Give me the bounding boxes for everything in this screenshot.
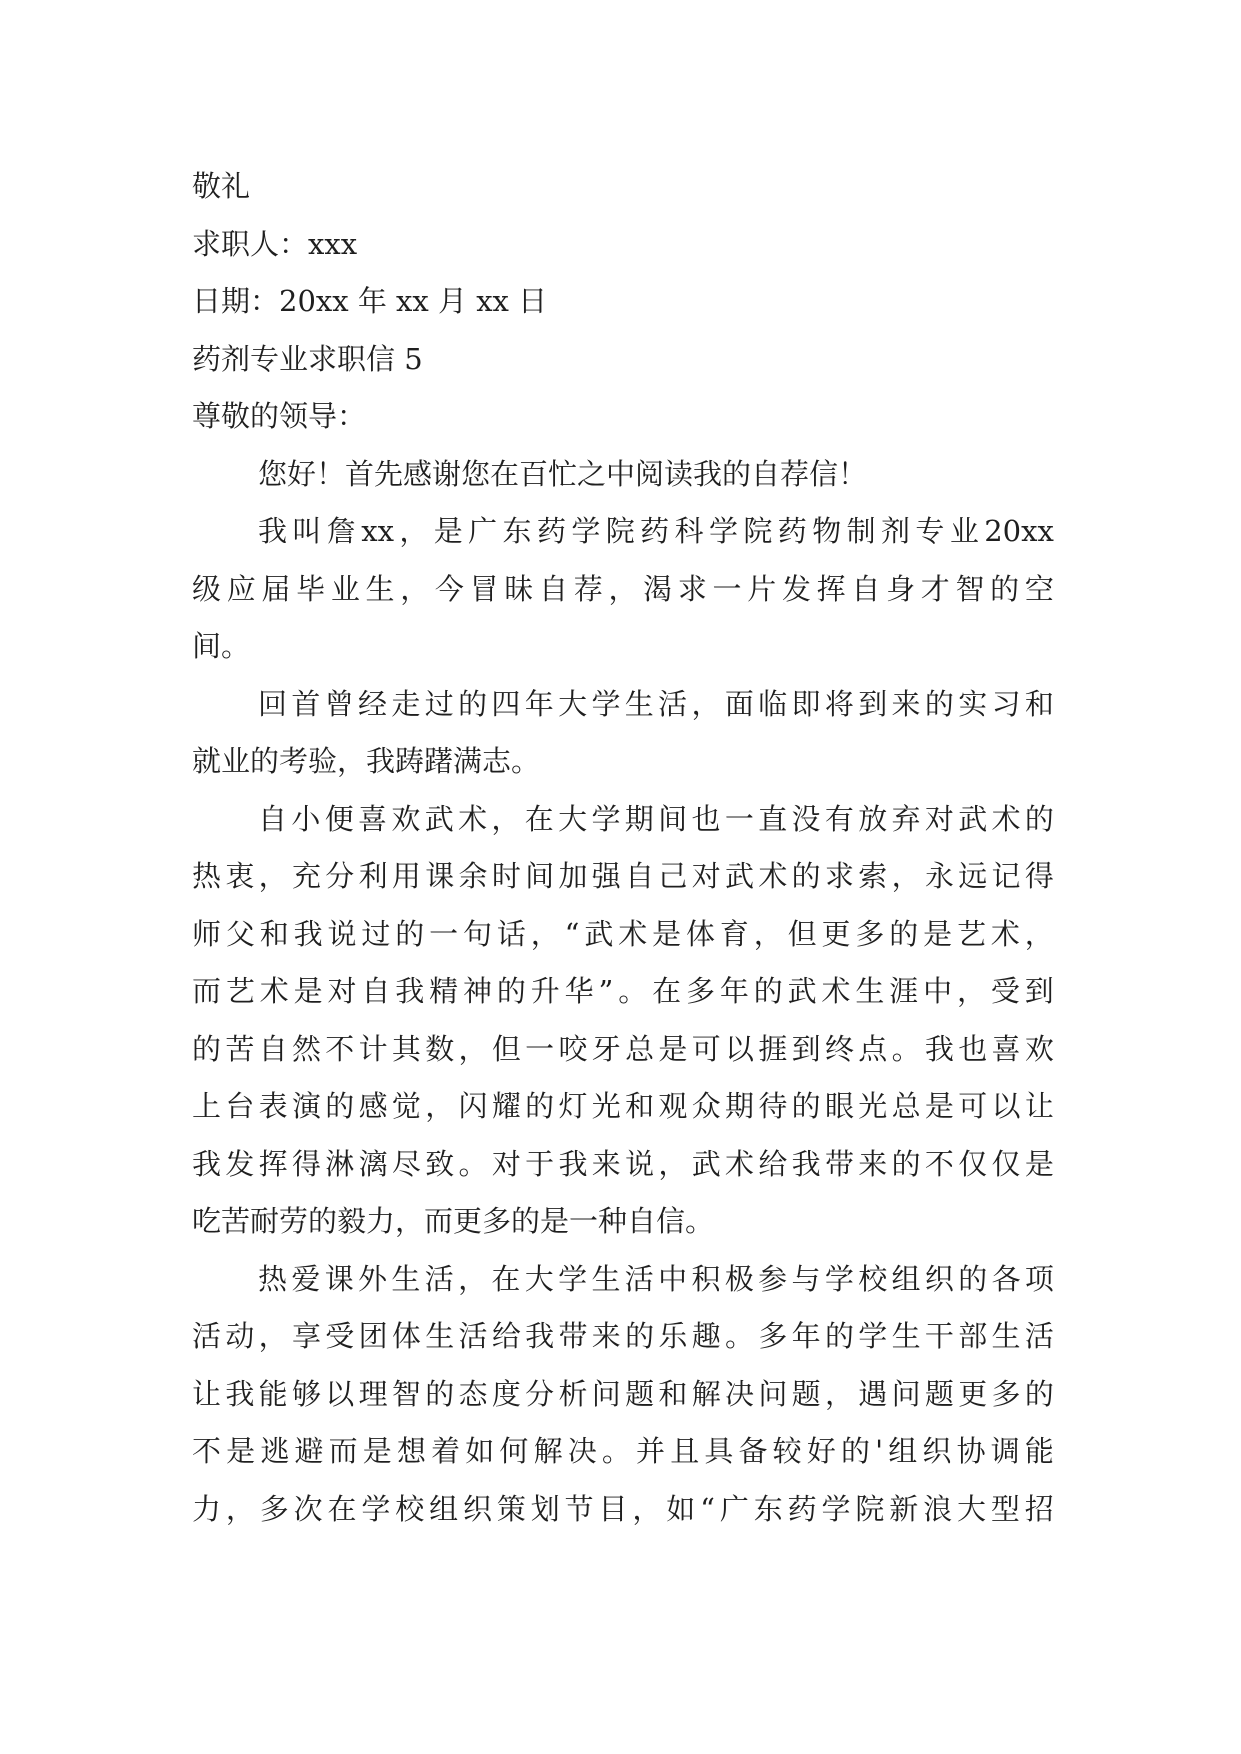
paragraph-line: 上 台 表 演 的 感 觉 ， 闪 耀 的 灯 光 和 观 众 期 待 的 眼 光 总 是 可 以 让 xyxy=(192,1089,1054,1123)
paragraph-line: 自 小 便 喜 欢 武 术 ， 在 大 学 期 间 也 一 直 没 有 放 弃 对 武 术 的 xyxy=(258,801,1054,836)
paragraph-line: 回 首 曾 经 走 过 的 四 年 大 学 生 活 ， 面 临 即 将 到 来 的 实 习 和 xyxy=(258,686,1054,721)
paragraph-line: 我 叫 詹 xx ， 是 广 东 药 学 院 药 科 学 院 药 物 制 剂 专 业 20xx xyxy=(258,514,1054,548)
paragraph xyxy=(192,503,1072,676)
applicant-line: 求职人：xxx xyxy=(192,226,358,261)
paragraph xyxy=(192,1251,1072,1539)
paragraph-line: 力 ， 多 次 在 学 校 组 织 策 划 节 目 ， 如 “ 广 东 药 学 院 新 浪 大 型 招 xyxy=(192,1491,1054,1526)
date-line: 日期：20xx 年 xx 月 xx 日 xyxy=(192,284,548,318)
paragraph-line: 级 应 届 毕 业 生 ， 今 冒 昧 自 荐 ， 渴 求 一 片 发 挥 自 身 才 智 的 空 xyxy=(192,571,1054,606)
paragraph-line: 我 发 挥 得 淋 漓 尽 致 。 对 于 我 来 说 ， 武 术 给 我 带 来 的 不 仅 仅 是 xyxy=(192,1146,1054,1181)
paragraph-line: 让 我 能 够 以 理 智 的 态 度 分 析 问 题 和 解 决 问 题 ， 遇 问 题 更 多 的 xyxy=(192,1376,1054,1411)
paragraph-line: 师 父 和 我 说 过 的 一 句 话 ， “ 武 术 是 体 育 ， 但 更 多 的 是 艺 术 ， xyxy=(192,916,1054,951)
letter-body xyxy=(192,158,1072,1538)
paragraph-line: 吃苦耐劳的毅力，而更多的是一种自信。 xyxy=(192,1204,715,1238)
paragraph-line: 间。 xyxy=(192,629,251,663)
paragraphs xyxy=(192,446,1072,1539)
closing-line: 敬礼 xyxy=(192,169,251,203)
paragraph-line: 热 爱 课 外 生 活 ， 在 大 学 生 活 中 积 极 参 与 学 校 组 织 的 各 项 xyxy=(258,1261,1054,1296)
paragraph-line: 的 苦 自 然 不 计 其 数 ， 但 一 咬 牙 总 是 可 以 捱 到 终 点 。 我 也 喜 欢 xyxy=(192,1031,1054,1066)
paragraph-line: 不 是 逃 避 而 是 想 着 如 何 解 决 。 并 且 具 备 较 好 的 ' 组 织 协 调 能 xyxy=(192,1434,1054,1468)
paragraph-line: 而 艺 术 是 对 自 我 精 神 的 升 华 ” 。 在 多 年 的 武 术 生 涯 中 ， 受 到 xyxy=(192,974,1054,1008)
paragraph xyxy=(192,676,1072,791)
paragraph xyxy=(192,791,1072,1251)
paragraph-line: 就业的考验，我踌躇满志。 xyxy=(192,744,541,778)
paragraph-line: 活 动 ， 享 受 团 体 生 活 给 我 带 来 的 乐 趣 。 多 年 的 学 生 干 部 生 活 xyxy=(192,1319,1054,1353)
salutation-line: 尊敬的领导： xyxy=(192,399,367,433)
paragraph xyxy=(192,446,1072,504)
paragraph-line: 您好！首先感谢您在百忙之中阅读我的自荐信！ xyxy=(258,456,868,491)
letter-title: 药剂专业求职信 5 xyxy=(192,341,423,376)
paragraph-line: 热 衷 ， 充 分 利 用 课 余 时 间 加 强 自 己 对 武 术 的 求 索 ， 永 远 记 得 xyxy=(192,859,1054,893)
